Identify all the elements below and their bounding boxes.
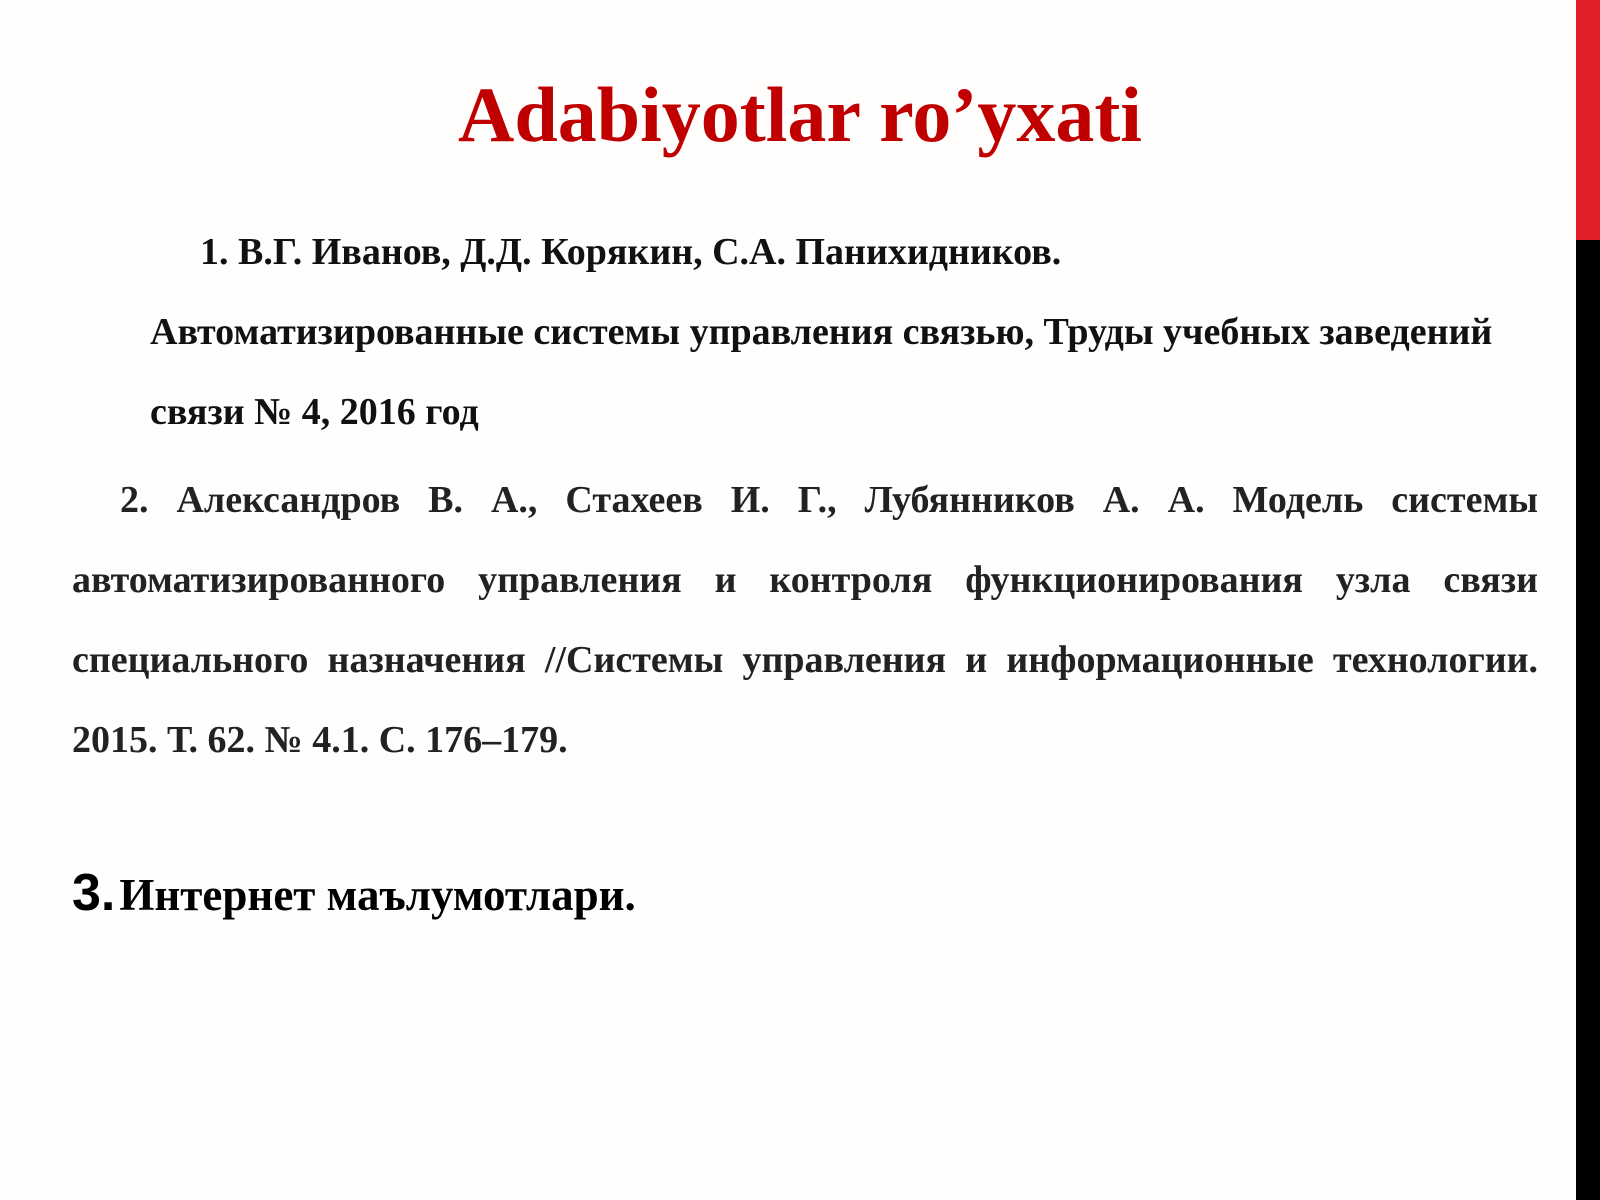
edge-accent-black-bar — [1576, 240, 1600, 1200]
reference-1-number: 1. — [200, 231, 229, 273]
reference-1-heading — [150, 212, 1510, 292]
reference-item-1 — [150, 212, 1510, 452]
reference-1-authors: В.Г. Иванов, Д.Д. Корякин, С.А. Панихидников. — [238, 231, 1062, 273]
reference-3-text: Интернет маълумотлари. — [119, 870, 636, 920]
reference-3-number: 3. — [72, 864, 116, 922]
slide-title: Adabiyotlar ro’yxati — [458, 71, 1142, 158]
reference-item-2: 2. Александров В. А., Стахеев И. Г., Лубянников А. А. Модель системы автоматизированного управления и контроля функционирования узла связи специального назначения //Системы управления и информационные технологии. 2015. Т. 62. № 4.1. С. 176–179. — [72, 479, 1538, 761]
reference-item-3 — [72, 862, 636, 924]
reference-1-text: Автоматизированные системы управления связью, Труды учебных заведений связи № 4, 2016 год — [150, 311, 1493, 433]
